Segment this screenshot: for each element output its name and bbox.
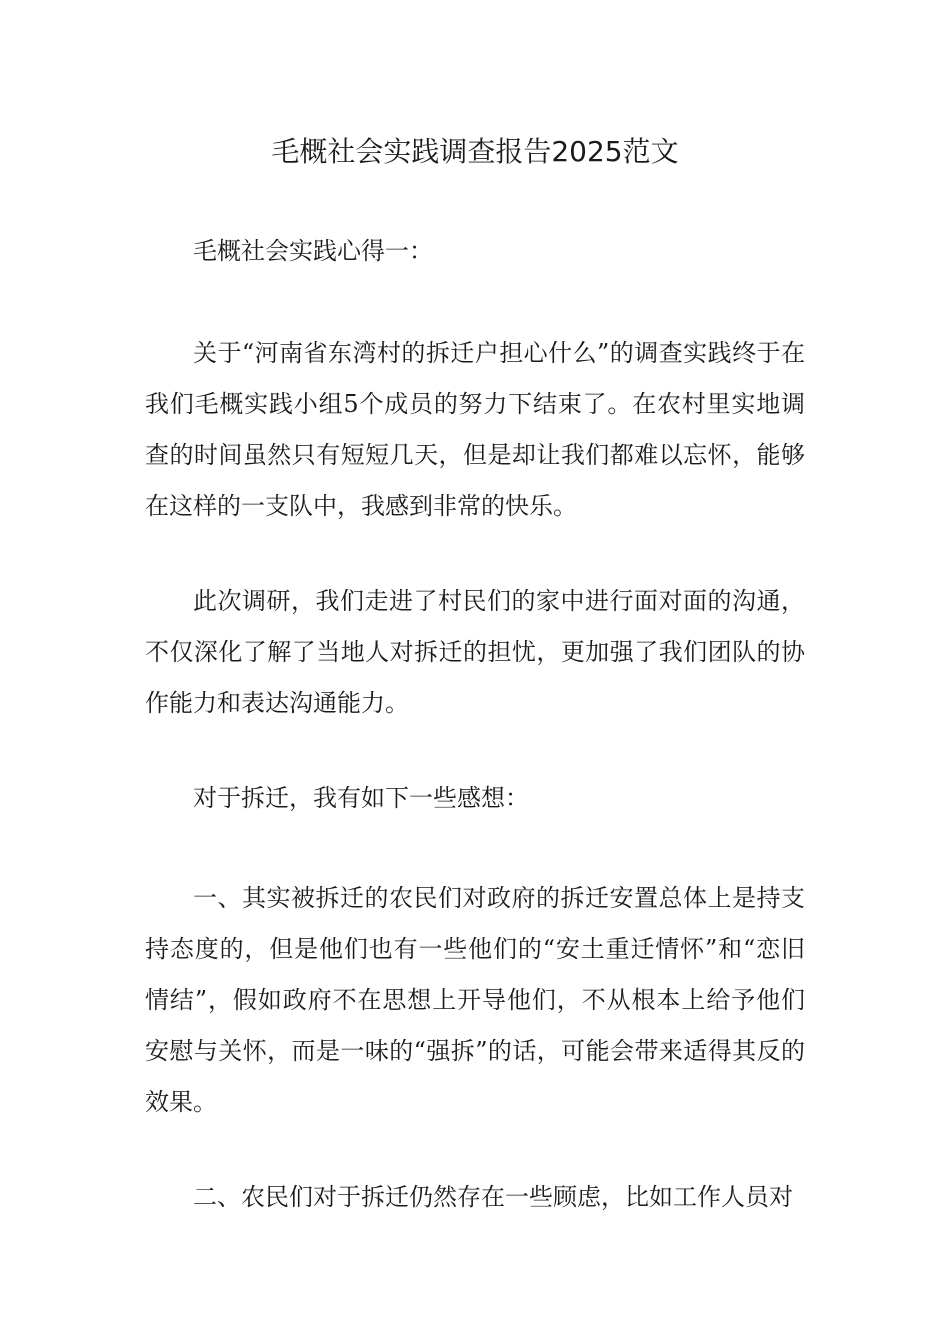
document-title: 毛概社会实践调查报告2025范文: [271, 135, 679, 168]
paragraph-intro-heading: 毛概社会实践心得一：: [193, 237, 433, 265]
paragraph-point-one: 一、其实被拆迁的农民们对政府的拆迁安置总体上是持支持态度的，但是他们也有一些他们的“安土重迁情怀”和“恋旧情结”，假如政府不在思想上开导他们，不从根本上给予他们安慰与关怀，而是一味的“强拆”的话，可能会带来适得其反的效果。: [145, 884, 805, 1116]
paragraph-point-two: 二、农民们对于拆迁仍然存在一些顾虑，比如工作人员对: [193, 1183, 793, 1211]
paragraph-survey-summary: 关于“河南省东湾村的拆迁户担心什么”的调查实践终于在我们毛概实践小组5个成员的努力下结束了。在农村里实地调查的时间虽然只有短短几天，但是却让我们都难以忘怀，能够在这样的一支队中，我感到非常的快乐。: [145, 339, 805, 520]
paragraph-thoughts-heading: 对于拆迁，我有如下一些感想：: [193, 784, 529, 812]
paragraph-research-benefits: 此次调研，我们走进了村民们的家中进行面对面的沟通，不仅深化了解了当地人对拆迁的担忧，更加强了我们团队的协作能力和表达沟通能力。: [145, 587, 805, 717]
